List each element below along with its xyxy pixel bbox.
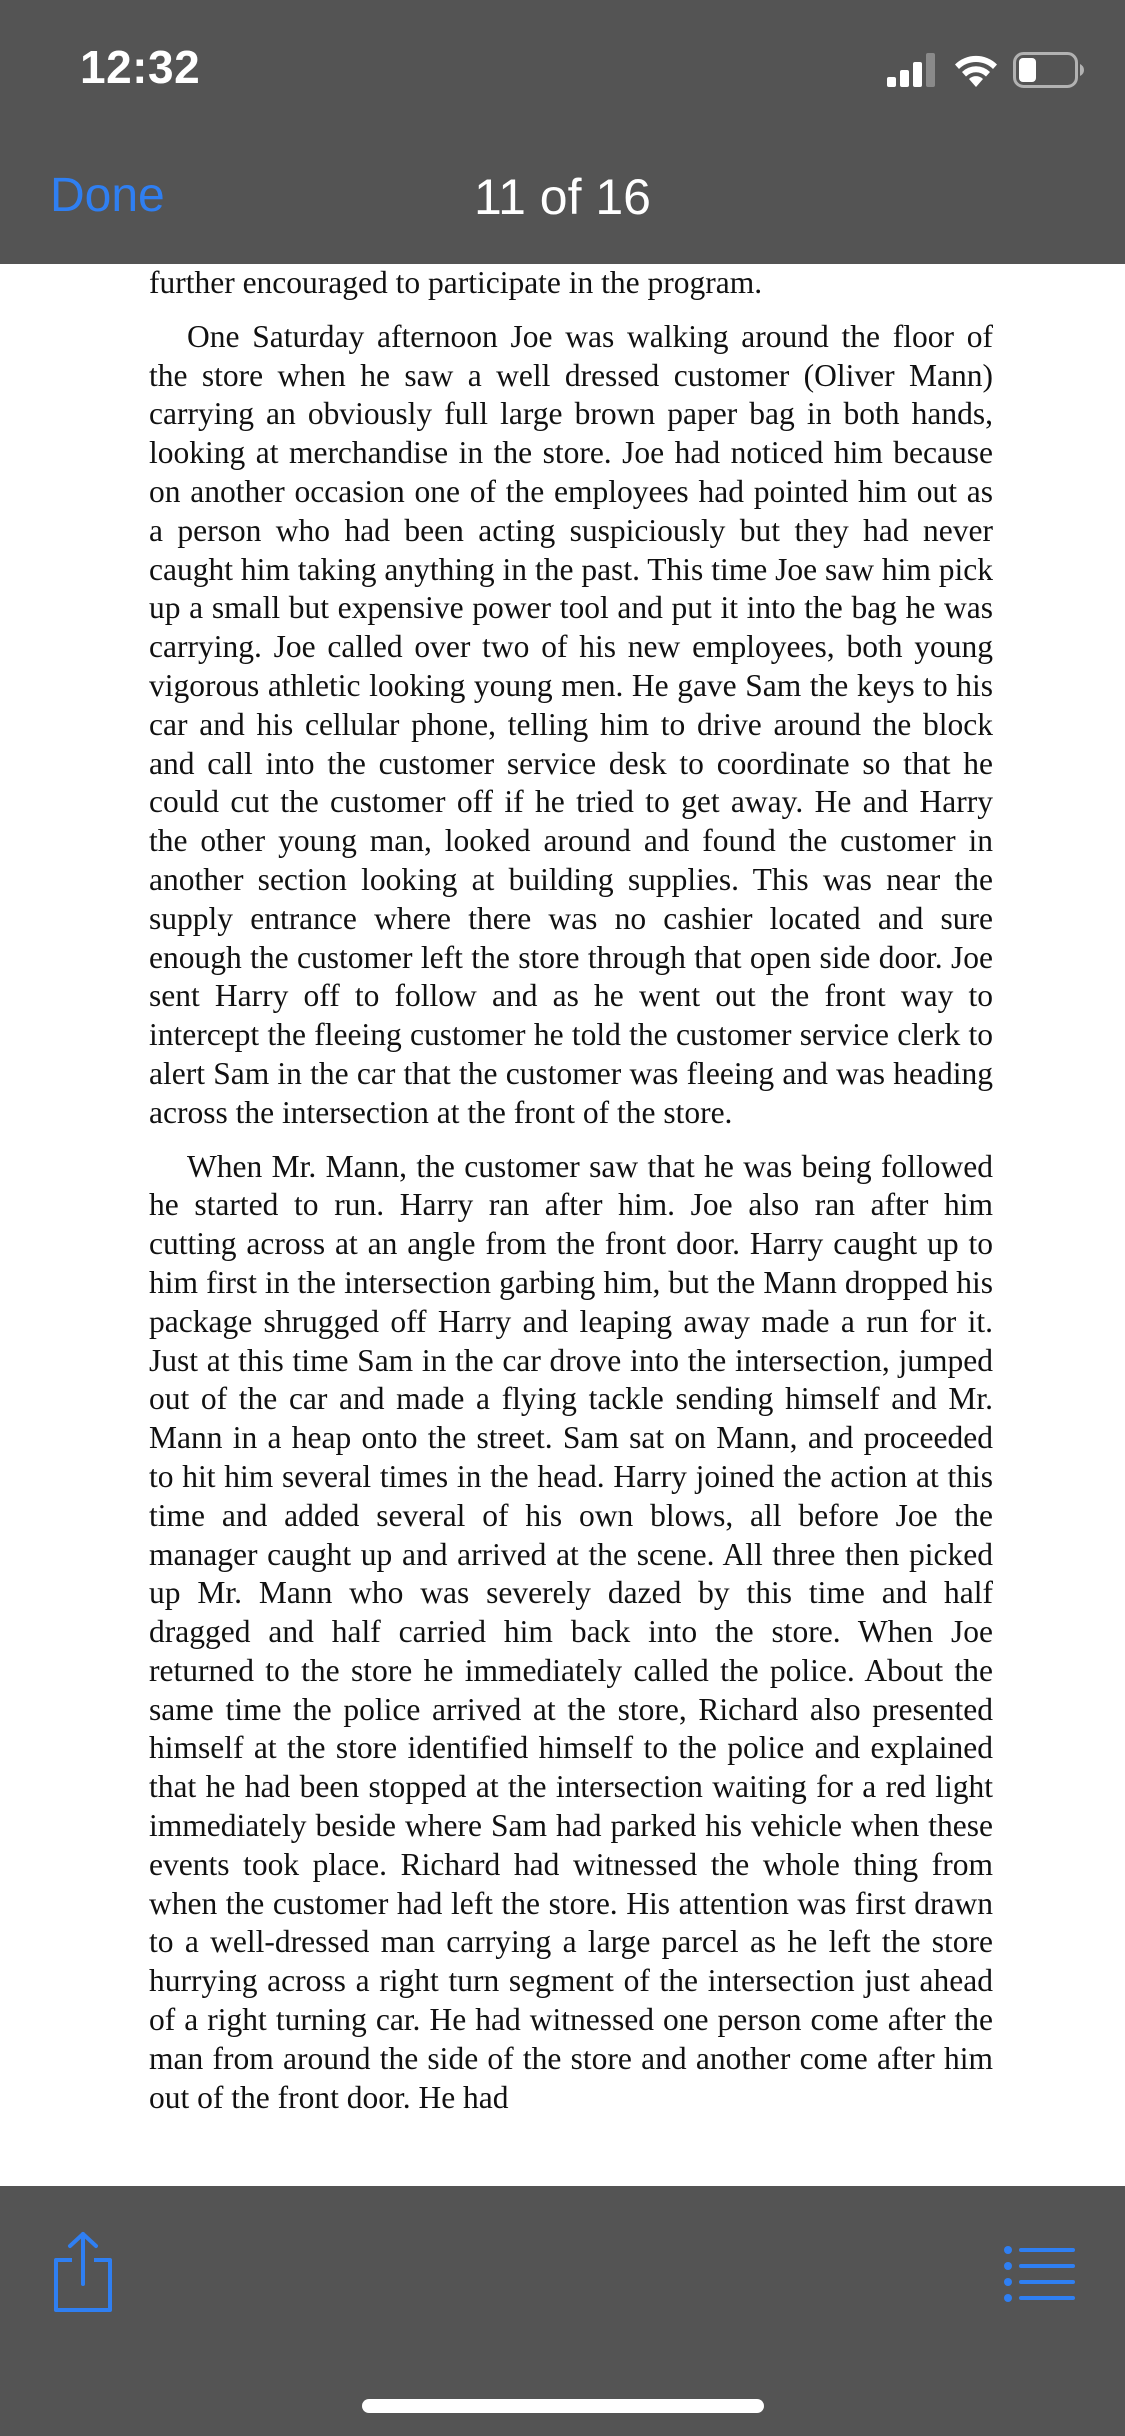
share-button[interactable] [50, 2230, 116, 2314]
bottom-toolbar [0, 2186, 1125, 2436]
outline-button[interactable] [1003, 2244, 1075, 2304]
list-icon [1003, 2244, 1075, 2304]
status-icons [887, 50, 1085, 90]
paragraph: When Mr. Mann, the customer saw that he was being followed he started to run. Harry ran after him. Joe also ran after him cutting across at an angle from the front door. Harry caught up to him first in the intersection garbing him, but the Mann dropped his package shrugged off Harry and leaping away made a run for it. Just at this time Sam in the car drove into the intersection, jumped out of the car and made a flying tackle sending himself and Mr. Mann in a heap onto the street. Sam sat on Mann, and proceeded to hit him several times in the head. Harry joined the action at this time and added several of his own blows, all before Joe the manager caught up and arrived at the scene. All three then picked up Mr. Mann who was severely dazed by this time and half dragged and half carried him back into the store. When Joe returned to the store he immediately called the police. About the same time the police arrived at the store, Richard also presented himself at the store identified himself to the police and explained that he had been stopped at the intersection waiting for a red light immediately beside where Sam had parked his vehicle when these events took place. Richard had witnessed the whole thing from when the customer had left the store. His attention was first drawn to a well-dressed man carrying a large parcel as he left the store hurrying across a right turn segment of the intersection just ahead of a right turning car. He had witnessed one person come after the man from around the side of the store and another come after him out of the front door. He had [149, 1148, 993, 2115]
paragraph: One Saturday afternoon Joe was walking around the floor of the store when he saw a well dressed customer (Oliver Mann) carrying an obviously full large brown paper bag in both hands, looking at merchandise in the store. Joe had noticed him because on another occasion one of the employees had pointed him out as a person who had been acting suspiciously but they had never caught him taking anything in the past. This time Joe saw him pick up a small but expensive power tool and put it into the bag he was carrying. Joe called over two of his new employees, both young vigorous athletic looking young men. He gave Sam the keys to his car and his cellular phone, telling him to drive around the block and call into the customer service desk to coordinate so that he could cut the customer off if he tried to get away. He and Harry the other young man, looked around and found the customer in another section looking at building supplies. This was near the supply entrance where there was no cashier located and sure enough the customer left the store through that open side door. Joe sent Harry off to follow and as he went out the front way to intercept the fleeing customer he told the customer service clerk to alert Sam in the car that the customer was fleeing and was heading across the intersection at the front of the store. [149, 318, 993, 1130]
paragraph: further encouraged to participate in the program. [149, 265, 763, 300]
battery-icon [1013, 52, 1085, 88]
share-icon [50, 2230, 116, 2314]
home-indicator[interactable] [362, 2399, 764, 2413]
status-time: 12:32 [80, 41, 201, 93]
done-button[interactable]: Done [50, 169, 165, 222]
cellular-signal-icon [887, 53, 939, 87]
top-navigation-bar [0, 0, 1125, 264]
document-page[interactable] [149, 264, 993, 2186]
page-counter: 11 of 16 [473, 169, 651, 225]
wifi-icon [953, 53, 999, 87]
